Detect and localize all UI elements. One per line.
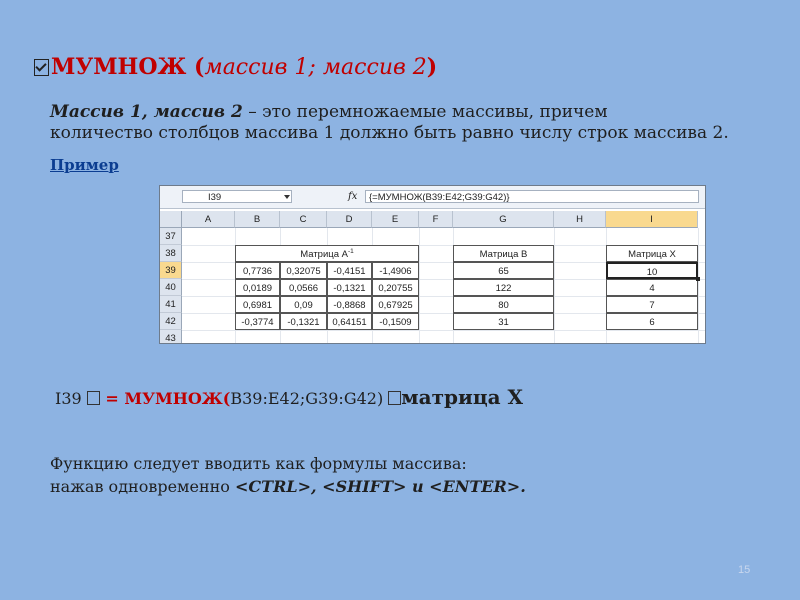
- matrix-a-cell[interactable]: 0,6981: [235, 296, 280, 313]
- heading-open-paren: (: [186, 54, 205, 80]
- checkbox-bullet-icon: [34, 59, 49, 76]
- matrix-a-cell[interactable]: 0,7736: [235, 262, 280, 279]
- matrix-a-cell[interactable]: 0,64151: [327, 313, 372, 330]
- row-header-37[interactable]: 37: [160, 228, 182, 245]
- matrix-a-cell[interactable]: -1,4906: [372, 262, 419, 279]
- matrix-b-cell[interactable]: 31: [453, 313, 554, 330]
- column-header-h[interactable]: H: [554, 211, 606, 228]
- matrix-a-cell[interactable]: -0,8868: [327, 296, 372, 313]
- note-line1: Функцию следует вводить как формулы массива:: [50, 454, 467, 473]
- formula-function: = МУМНОЖ(: [99, 389, 231, 408]
- matrix-a-cell[interactable]: 0,09: [280, 296, 327, 313]
- note-keys: <CTRL>, <SHIFT> и <ENTER>: [235, 477, 521, 496]
- matrix-a-cell[interactable]: 0,0566: [280, 279, 327, 296]
- row-header-43[interactable]: 43: [160, 330, 182, 344]
- matrix-a-cell[interactable]: 0,20755: [372, 279, 419, 296]
- row-header-42[interactable]: 42: [160, 313, 182, 330]
- row-header-41[interactable]: 41: [160, 296, 182, 313]
- fill-handle[interactable]: [696, 277, 700, 281]
- column-header-d[interactable]: D: [327, 211, 372, 228]
- heading-close-paren: ): [426, 54, 438, 80]
- matrix-a-cell[interactable]: -0,3774: [235, 313, 280, 330]
- arrow-box-icon: [87, 391, 100, 405]
- description-paragraph: [50, 102, 770, 144]
- row-header-38[interactable]: 38: [160, 245, 182, 262]
- heading-function-name: МУМНОЖ: [51, 54, 187, 80]
- spreadsheet-screenshot: [159, 185, 706, 344]
- matrix-a-cell[interactable]: -0,4151: [327, 262, 372, 279]
- matrix-a-cell[interactable]: -0,1509: [372, 313, 419, 330]
- note-line2-prefix: нажав одновременно: [50, 477, 236, 496]
- select-all-corner[interactable]: [160, 211, 182, 228]
- formula-close: ): [376, 389, 389, 408]
- matrix-x-cell[interactable]: 7: [606, 296, 698, 313]
- matrix-a-cell[interactable]: 0,0189: [235, 279, 280, 296]
- formula-explanation: [55, 385, 523, 409]
- slide-heading: [34, 54, 437, 80]
- matrix-a-cell[interactable]: -0,1321: [280, 313, 327, 330]
- matrix-a-cell[interactable]: 0,67925: [372, 296, 419, 313]
- matrix-b-cell[interactable]: 122: [453, 279, 554, 296]
- arrow-box-icon: [388, 391, 401, 405]
- matrix-x-cell[interactable]: 4: [606, 279, 698, 296]
- formula-range: B39:E42;G39:G42: [230, 389, 377, 408]
- matrix-a-header-superscript: -1: [347, 248, 354, 255]
- fx-icon[interactable]: fx: [348, 191, 358, 202]
- note-line2-suffix: .: [520, 477, 526, 496]
- column-header-g[interactable]: G: [453, 211, 554, 228]
- name-box-dropdown-icon[interactable]: [284, 195, 290, 199]
- matrix-b-cell[interactable]: 65: [453, 262, 554, 279]
- description-line2: количество столбцов массива 1 должно быть равно числу строк массива 2.: [50, 123, 729, 143]
- matrix-a-cell[interactable]: -0,1321: [327, 279, 372, 296]
- row-header-40[interactable]: 40: [160, 279, 182, 296]
- matrix-x-cell[interactable]: 6: [606, 313, 698, 330]
- row-header-39[interactable]: 39: [160, 262, 182, 279]
- matrix-b-header[interactable]: Матрица B: [453, 245, 554, 262]
- matrix-b-cell[interactable]: 80: [453, 296, 554, 313]
- matrix-a-header[interactable]: [235, 245, 419, 262]
- matrix-a-cell[interactable]: 0,32075: [280, 262, 327, 279]
- description-lead: Массив 1, массив 2: [50, 102, 243, 122]
- formula-bar: [160, 186, 705, 209]
- formula-cell-ref: I39: [55, 389, 87, 408]
- active-cell-i39[interactable]: 10: [606, 262, 698, 279]
- formula-input[interactable]: {=МУМНОЖ(B39:E42;G39:G42)}: [365, 190, 699, 203]
- formula-result: матрица Х: [401, 385, 524, 409]
- matrix-x-header[interactable]: Матрица X: [606, 245, 698, 262]
- name-box[interactable]: I39: [182, 190, 292, 203]
- note-paragraph: [50, 452, 750, 498]
- heading-arguments: массив 1; массив 2: [204, 55, 427, 80]
- column-header-c[interactable]: C: [280, 211, 327, 228]
- column-header-f[interactable]: F: [419, 211, 453, 228]
- description-line1: – это перемножаемые массивы, причем: [242, 102, 608, 122]
- column-header-b[interactable]: B: [235, 211, 280, 228]
- example-link[interactable]: Пример: [50, 156, 119, 174]
- column-header-i[interactable]: I: [606, 211, 698, 228]
- page-number: 15: [738, 564, 751, 576]
- column-header-a[interactable]: A: [182, 211, 235, 228]
- column-header-e[interactable]: E: [372, 211, 419, 228]
- matrix-a-header-text: Матрица A: [300, 249, 348, 260]
